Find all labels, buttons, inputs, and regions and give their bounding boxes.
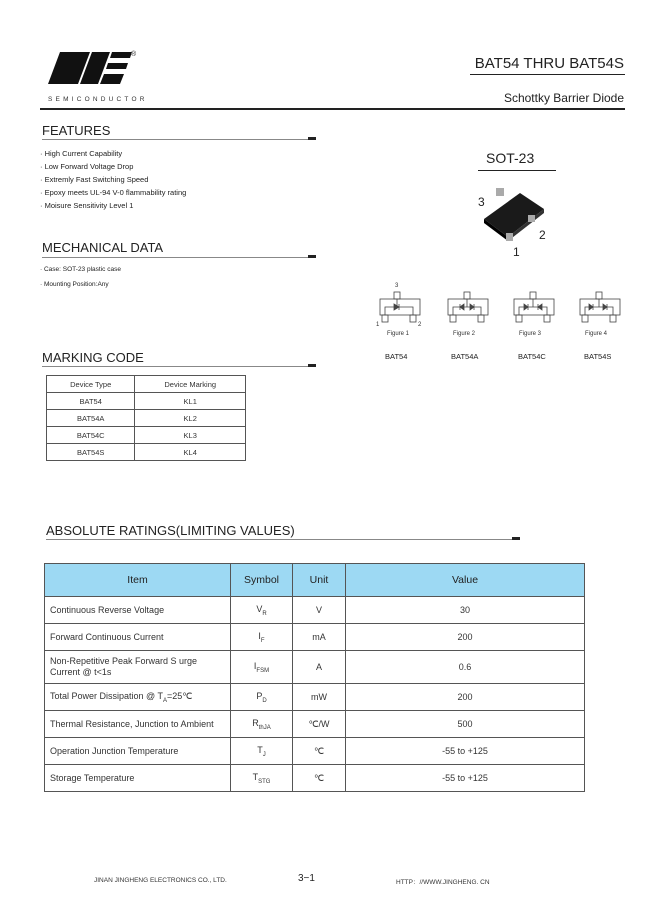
symbol-subscript: STG [258, 778, 271, 785]
figure-3-label: Figure 3 [519, 331, 542, 337]
ratings-table [44, 563, 585, 792]
footer-company: JINAN JINGHENG ELECTRONICS CO., LTD. [94, 877, 227, 884]
value-cell: 500 [346, 711, 585, 738]
item-cell: Storage Temperature [45, 765, 231, 792]
features-list [40, 147, 186, 212]
device-type-cell: BAT54 [47, 393, 135, 410]
ratings-heading: ABSOLUTE RATINGS(LIMITING VALUES) [46, 523, 295, 538]
column-header: Device Marking [135, 376, 246, 393]
symbol-text: R [252, 717, 259, 728]
figure-1-label: Figure 1 [387, 331, 410, 337]
value-cell: 0.6 [346, 651, 585, 684]
symbol-subscript: thJA [258, 724, 271, 731]
figure-4-label: Figure 4 [585, 331, 608, 337]
device-type-cell: BAT54A [47, 410, 135, 427]
symbol-subscript: R [262, 610, 267, 617]
package-title: SOT-23 [486, 150, 535, 166]
figure-3-part: BAT54C [518, 352, 546, 361]
features-rule [42, 139, 312, 140]
unit-cell: mW [293, 684, 346, 711]
symbol-subscript: F [260, 637, 265, 644]
device-marking-cell: KL3 [135, 427, 246, 444]
mechanical-rule [42, 257, 312, 258]
registered-mark: ® [131, 51, 137, 58]
ratings-rule [46, 539, 516, 540]
pin-1-label: 1 [513, 245, 520, 259]
device-marking-cell: KL2 [135, 410, 246, 427]
marking-heading: MARKING CODE [42, 350, 144, 365]
symbol-text: I [258, 630, 261, 641]
device-type-cell: BAT54C [47, 427, 135, 444]
unit-cell: ℃ [293, 738, 346, 765]
mechanical-heading: MECHANICAL DATA [42, 240, 164, 255]
symbol-cell [231, 624, 293, 651]
symbol-cell [231, 684, 293, 711]
symbol-text: T [252, 771, 259, 782]
device-marking-cell: KL4 [135, 444, 246, 461]
device-marking-cell: KL1 [135, 393, 246, 410]
device-type-cell: BAT54S [47, 444, 135, 461]
value-cell: -55 to +125 [346, 765, 585, 792]
list-item: · High Current Capability [40, 147, 186, 160]
symbol-text: I [253, 660, 257, 671]
table-row [47, 444, 246, 461]
table-row [45, 651, 585, 684]
marking-rule [42, 366, 312, 367]
table-row [45, 684, 585, 711]
symbol-subscript: J [262, 751, 266, 758]
list-item: · Epoxy meets UL-94 V-0 flammability rating [40, 186, 186, 199]
item-text-tail: =25℃ [167, 690, 193, 701]
item-text: Total Power Dissipation @ T [50, 690, 164, 701]
table-row [47, 393, 246, 410]
item-cell: Operation Junction Temperature [45, 738, 231, 765]
footer-url: HTTP：//WWW.JINGHENG. CN [396, 879, 490, 886]
title-rule [470, 74, 625, 75]
page-title: BAT54 THRU BAT54S [474, 55, 624, 72]
table-row [45, 711, 585, 738]
symbol-cell [231, 738, 293, 765]
fig1-pin2-label: 2 [418, 322, 422, 328]
fig1-pin1-label: 1 [376, 322, 380, 328]
list-item: · Low Forward Voltage Drop [40, 160, 186, 173]
list-item: · Moisure Sensitivity Level 1 [40, 199, 186, 212]
value-cell: 200 [346, 684, 585, 711]
unit-cell: A [293, 651, 346, 684]
unit-cell: ℃ [293, 765, 346, 792]
column-header: Unit [293, 564, 346, 597]
item-subscript: A [163, 697, 168, 704]
company-tagline: SEMICONDUCTOR [48, 96, 148, 103]
symbol-cell [231, 597, 293, 624]
list-item: · Extremly Fast Switching Speed [40, 173, 186, 186]
symbol-cell [231, 711, 293, 738]
item-cell [45, 684, 231, 711]
column-header: Item [45, 564, 231, 597]
sot23-package-image [478, 185, 558, 245]
table-row [45, 624, 585, 651]
table-row [45, 597, 585, 624]
symbol-text: T [257, 744, 263, 755]
marking-table [46, 375, 246, 461]
value-cell: 200 [346, 624, 585, 651]
pinout-figures [370, 283, 640, 333]
unit-cell: ℃/W [293, 711, 346, 738]
page-number: 3−1 [298, 873, 315, 884]
header-divider [40, 108, 625, 110]
column-header: Device Type [47, 376, 135, 393]
table-row [47, 427, 246, 444]
column-header: Value [346, 564, 585, 597]
page-subtitle: Schottky Barrier Diode [503, 91, 624, 105]
symbol-text: P [256, 690, 263, 701]
item-cell: Non-Repetitive Peak Forward S urge Current @ t<1s [45, 651, 231, 684]
features-rule-tab [308, 137, 316, 140]
table-row [47, 410, 246, 427]
fig1-pin3-label: 3 [395, 283, 399, 289]
figure-1-part: BAT54 [385, 352, 408, 361]
table-row [45, 738, 585, 765]
symbol-cell [231, 765, 293, 792]
item-cell: Forward Continuous Current [45, 624, 231, 651]
mechanical-list [40, 262, 121, 292]
list-item: · Case: SOT-23 plastic case [40, 262, 121, 277]
features-heading: FEATURES [42, 123, 111, 138]
column-header: Symbol [231, 564, 293, 597]
unit-cell: V [293, 597, 346, 624]
mechanical-rule-tab [308, 255, 316, 258]
item-cell: Thermal Resistance, Junction to Ambient [45, 711, 231, 738]
value-cell: -55 to +125 [346, 738, 585, 765]
package-title-rule [478, 170, 556, 171]
symbol-cell [231, 651, 293, 684]
symbol-subscript: FSM [256, 667, 270, 674]
pin-3-label: 3 [478, 195, 485, 209]
table-header-row [47, 376, 246, 393]
symbol-subscript: D [262, 697, 267, 704]
value-cell: 30 [346, 597, 585, 624]
table-row [45, 765, 585, 792]
table-header-row [45, 564, 585, 597]
item-cell: Continuous Reverse Voltage [45, 597, 231, 624]
pin-2-label: 2 [539, 228, 546, 242]
list-item: · Mounting Position:Any [40, 277, 121, 292]
figure-2-part: BAT54A [451, 352, 479, 361]
figure-4-part: BAT54S [584, 352, 612, 361]
figure-2-label: Figure 2 [453, 331, 476, 337]
ratings-rule-tab [512, 537, 520, 540]
symbol-text: V [256, 603, 263, 614]
marking-rule-tab [308, 364, 316, 367]
unit-cell: mA [293, 624, 346, 651]
